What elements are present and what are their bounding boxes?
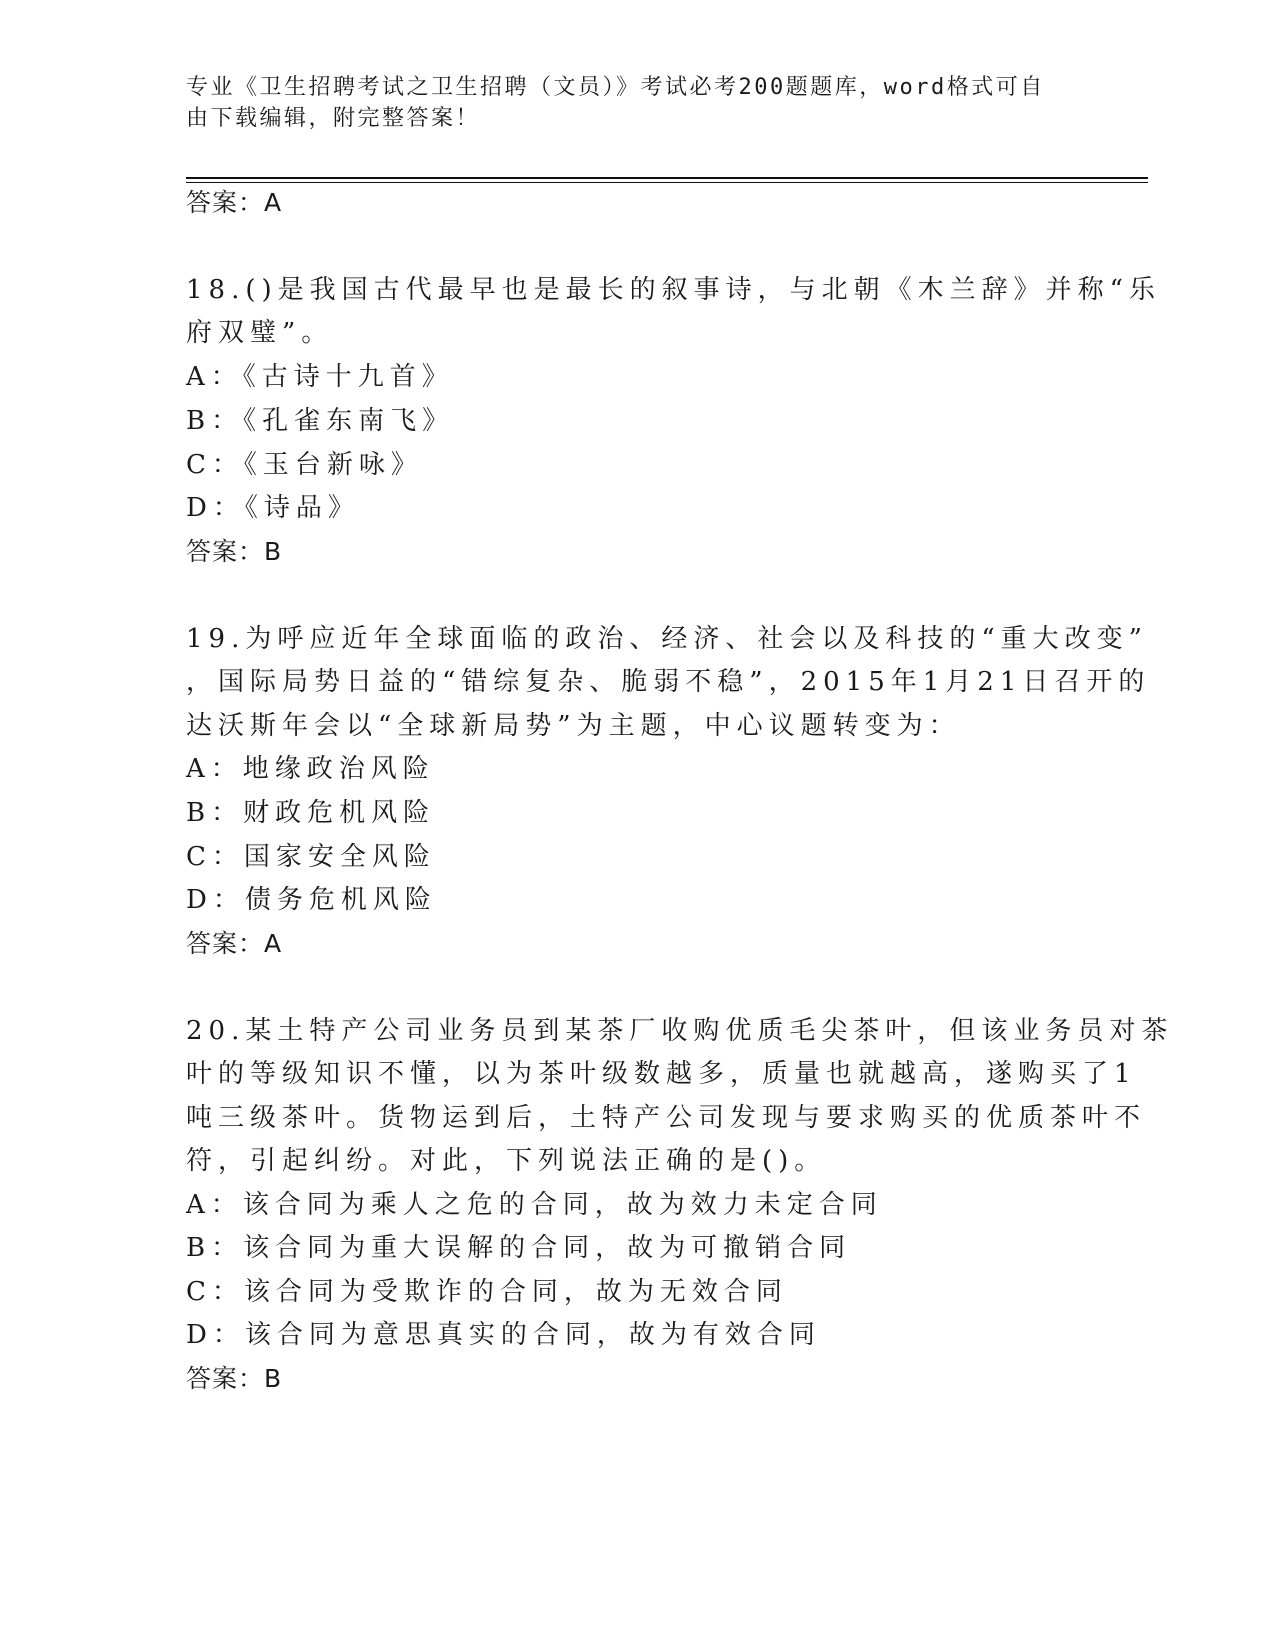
option-d: D：该合同为意思真实的合同，故为有效合同	[186, 1320, 821, 1350]
option-b: B：该合同为重大误解的合同，故为可撤销合同	[186, 1233, 852, 1263]
option-b: B：财政危机风险	[186, 798, 436, 828]
question-stem-line: 符，引起纠纷。对此，下列说法正确的是()。	[186, 1146, 827, 1176]
option-c: C：《玉台新咏》	[186, 450, 423, 480]
header-divider-thick	[186, 177, 1148, 179]
document-header	[186, 72, 1066, 134]
option-a: A：《古诗十九首》	[186, 362, 454, 392]
question-stem-line: 达沃斯年会以“全球新局势”为主题，中心议题转变为：	[186, 711, 961, 741]
option-d: D：债务危机风险	[186, 885, 437, 915]
question-stem-line: 吨三级茶叶。货物运到后，土特产公司发现与要求购买的优质茶叶不	[186, 1103, 1147, 1133]
header-line-1: 专业《卫生招聘考试之卫生招聘（文员）》考试必考200题题库，word格式可自	[186, 75, 1045, 100]
answer-line: 答案：A	[186, 188, 283, 217]
option-a: A：地缘政治风险	[186, 754, 435, 784]
question-stem-line: ，国际局势日益的“错综复杂、脆弱不稳”，2015年1月21日召开的	[186, 667, 1151, 697]
question-stem-line: 18.()是我国古代最早也是最长的叙事诗，与北朝《木兰辞》并称“乐	[186, 275, 1161, 305]
option-d: D：《诗品》	[186, 493, 360, 523]
option-b: B：《孔雀东南飞》	[186, 406, 455, 436]
option-c: C：国家安全风险	[186, 842, 436, 872]
answer-line: 答案：A	[186, 929, 283, 958]
question-stem-line: 叶的等级知识不懂，以为茶叶级数越多，质量也就越高，遂购买了1	[186, 1059, 1137, 1089]
question-stem-line: 府双璧”。	[186, 318, 334, 348]
option-c: C：该合同为受欺诈的合同，故为无效合同	[186, 1277, 788, 1307]
question-stem-line: 19.为呼应近年全球面临的政治、经济、社会以及科技的“重大改变”	[186, 624, 1148, 654]
header-divider-thin	[186, 182, 1148, 183]
option-a: A：该合同为乘人之危的合同，故为效力未定合同	[186, 1190, 883, 1220]
header-line-2: 由下载编辑，附完整答案！	[186, 106, 481, 131]
answer-line: 答案：B	[186, 1364, 283, 1393]
question-stem-line: 20.某土特产公司业务员到某茶厂收购优质毛尖茶叶，但该业务员对茶	[186, 1016, 1174, 1046]
answer-line: 答案：B	[186, 537, 283, 566]
